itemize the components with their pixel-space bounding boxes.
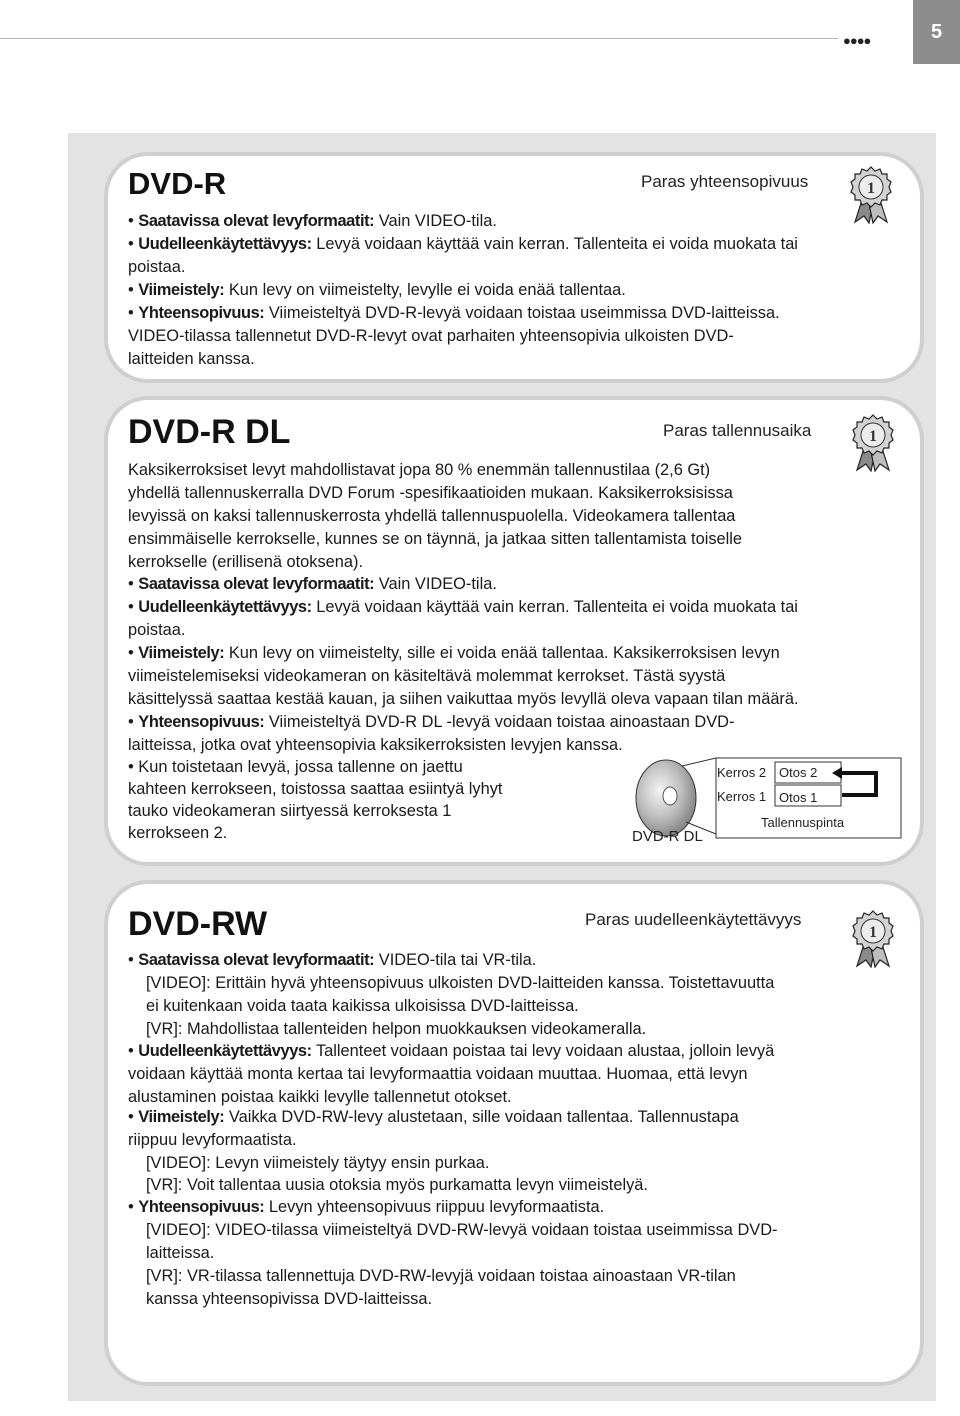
text-line: käsittelyssä saattaa kestää kauan, ja siihen vaikuttaa myös levyllä oleva vapaan tilan määrä. [128, 690, 799, 708]
surface-label: Tallennuspinta [761, 815, 845, 830]
text-line: laitteiden kanssa. [128, 350, 255, 368]
take2-label: Otos 2 [779, 765, 818, 780]
list-item: • Uudelleenkäytettävyys: Levyä voidaan käyttää vain kerran. Tallenteita ei voida muokata tai [128, 235, 798, 253]
award-number: 1 [869, 428, 877, 445]
list-item: • Uudelleenkäytettävyys: Tallenteet voidaan poistaa tai levy voidaan alustaa, jolloin levyä [128, 1042, 775, 1060]
dvdrw-tag: Paras uudelleenkäytettävyys [585, 910, 802, 929]
list-item: • Yhteensopivuus: Levyn yhteensopivuus riippuu levyformaatista. [128, 1198, 605, 1216]
dvdrw-title: DVD-RW [128, 905, 268, 943]
text-line: VIDEO-tilassa tallennetut DVD-R-levyt ovat parhaiten yhteensopivia ulkoisten DVD- [128, 327, 734, 345]
dvdr-tag: Paras yhteensopivuus [641, 172, 809, 191]
text-line: [VR]: Voit tallentaa uusia otoksia myös purkamatta levyn viimeistelyä. [146, 1176, 648, 1194]
award-number: 1 [869, 924, 877, 941]
text-line: voidaan käyttää monta kertaa tai levyformaattia voidaan muuttaa. Huomaa, että levyn [128, 1065, 748, 1083]
award-ribbon-icon [851, 910, 895, 968]
text-line: [VR]: Mahdollistaa tallenteiden helpon muokkauksen videokameralla. [146, 1020, 647, 1038]
text-line: tauko videokameran siirtyessä kerroksesta 1 [128, 802, 452, 820]
text-line: levyissä on kaksi tallennuskerrosta yhdellä tallennuspuolella. Videokamera tallentaa [128, 507, 736, 525]
text-line: alustaminen poistaa kaikki levylle tallennetut otokset. [128, 1088, 512, 1106]
list-item: • Kun toistetaan levyä, jossa tallenne on jaettu [128, 758, 463, 776]
list-item: • Saatavissa olevat levyformaatit: Vain VIDEO-tila. [128, 575, 497, 593]
award-ribbon-icon [851, 414, 895, 472]
list-item: • Uudelleenkäytettävyys: Levyä voidaan käyttää vain kerran. Tallenteita ei voida muokata tai [128, 598, 798, 616]
text-line: kerrokselle (erillisenä otoksena). [128, 553, 364, 571]
dvdrdl-tag: Paras tallennusaika [663, 421, 812, 440]
page-number: 5 [913, 0, 960, 64]
text-line: [VIDEO]: Erittäin hyvä yhteensopivuus ulkoisten DVD-laitteiden kanssa. Toistettavuutta [146, 974, 775, 992]
text-line: laitteissa. [146, 1244, 215, 1262]
page-dots: ●●●● [843, 33, 871, 48]
text-line: poistaa. [128, 258, 186, 276]
text-line: Kaksikerroksiset levyt mahdollistavat jopa 80 % enemmän tallennustilaa (2,6 Gt) [128, 461, 711, 479]
award-number: 1 [867, 180, 875, 197]
disc-label: DVD-R DL [632, 828, 703, 845]
text-line: ensimmäiselle kerrokselle, kunnes se on täynnä, ja jatkaa sitten tallentamista toiselle [128, 530, 743, 548]
text-line: ei kuitenkaan voida taata kaikissa ulkoisissa DVD-laitteissa. [146, 997, 579, 1015]
text-line: yhdellä tallennuskerralla DVD Forum -spesifikaatioiden mukaan. Kaksikerroksisissa [128, 484, 733, 502]
text-line: viimeistelemiseksi videokameran on käsiteltävä molemmat kerrokset. Tästä syystä [128, 667, 726, 685]
dvdr-title: DVD-R [128, 166, 227, 201]
text-line: [VIDEO]: VIDEO-tilassa viimeisteltyä DVD-RW-levyä voidaan toistaa useimmissa DVD- [146, 1221, 778, 1239]
list-item: • Yhteensopivuus: Viimeisteltyä DVD-R DL -levyä voidaan toistaa ainoastaan DVD- [128, 713, 735, 731]
text-line: kanssa yhteensopivissa DVD-laitteissa. [146, 1290, 433, 1308]
list-item: • Saatavissa olevat levyformaatit: VIDEO-tila tai VR-tila. [128, 951, 537, 969]
list-item: • Viimeistely: Kun levy on viimeistelty, sille ei voida enää tallentaa. Kaksikerroksisen levyn [128, 644, 780, 662]
list-item: • Saatavissa olevat levyformaatit: Vain VIDEO-tila. [128, 212, 497, 230]
text-line: laitteissa, jotka ovat yhteensopivia kaksikerroksisten levyjen kanssa. [128, 736, 623, 754]
text-line: riippuu levyformaatista. [128, 1131, 297, 1149]
list-item: • Viimeistely: Vaikka DVD-RW-levy alustetaan, sille voidaan tallentaa. Tallennustapa [128, 1108, 739, 1126]
dvdrdl-title: DVD-R DL [128, 413, 291, 451]
layer1-label: Kerros 1 [717, 789, 767, 804]
text-line: poistaa. [128, 621, 186, 639]
award-ribbon-icon [849, 166, 893, 224]
disc-icon [636, 760, 696, 836]
text-line: kerrokseen 2. [128, 824, 228, 842]
list-item: • Yhteensopivuus: Viimeisteltyä DVD-R-levyä voidaan toistaa useimmissa DVD-laitteissa. [128, 304, 780, 322]
header-rule [0, 38, 838, 39]
layer2-label: Kerros 2 [717, 765, 767, 780]
text-line: kahteen kerrokseen, toistossa saattaa esiintyä lyhyt [128, 780, 503, 798]
text-line: [VR]: VR-tilassa tallennettuja DVD-RW-levyjä voidaan toistaa ainoastaan VR-tilan [146, 1267, 736, 1285]
list-item: • Viimeistely: Kun levy on viimeistelty, levylle ei voida enää tallentaa. [128, 281, 626, 299]
text-line: [VIDEO]: Levyn viimeistely täytyy ensin purkaa. [146, 1154, 490, 1172]
take1-label: Otos 1 [779, 790, 818, 805]
